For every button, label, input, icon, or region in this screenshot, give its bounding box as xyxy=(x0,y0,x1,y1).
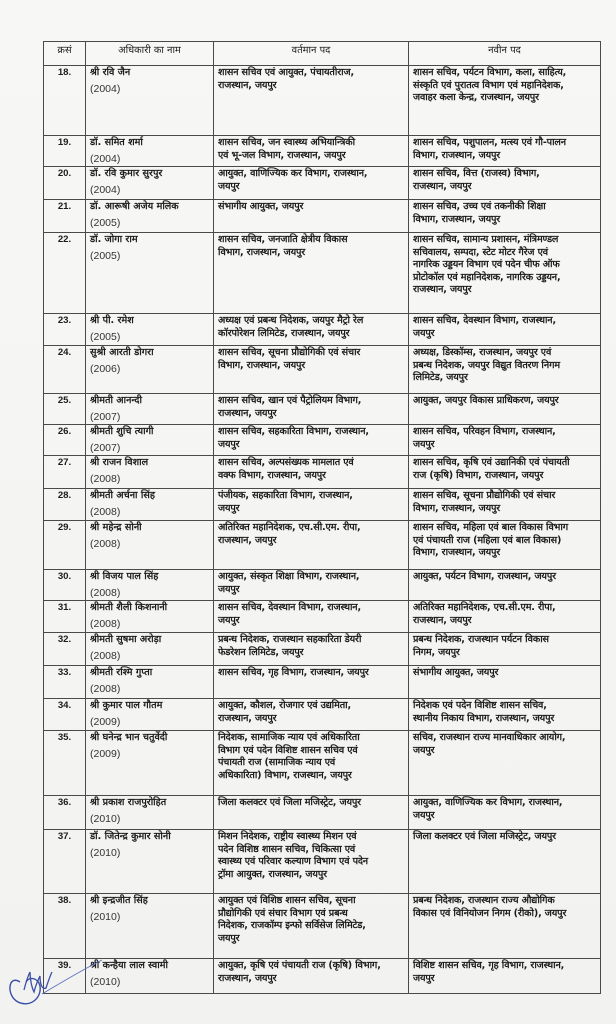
current-post-line: प्रबन्ध निदेशक, राजस्थान सहकारिता डेयरी xyxy=(218,634,362,645)
batch-year: (2009) xyxy=(90,747,121,760)
table-row xyxy=(44,456,601,489)
current-post-line: आयुक्त, कौशल, रोजगार एवं उद्यमिता, xyxy=(218,700,352,711)
current-post-line: कॉरपोरेशन लिमिटेड, राजस्थान, जयपुर xyxy=(218,327,350,339)
new-post xyxy=(409,894,601,959)
batch-year: (2007) xyxy=(90,441,121,454)
officer-name: श्रीमती शैली किशनानी xyxy=(90,602,168,613)
officer-name: डॉ. समित शर्मा xyxy=(90,137,143,148)
table-row xyxy=(44,167,601,200)
current-post-line: फेडरेशन लिमिटेड, जयपुर xyxy=(218,646,304,658)
new-post-line: शासन सचिव, परिवहन विभाग, राजस्थान, xyxy=(413,426,556,437)
current-post xyxy=(214,346,409,394)
batch-year: (2008) xyxy=(90,586,121,599)
officer-name: डॉ. जोगा राम xyxy=(90,234,138,245)
current-post xyxy=(214,959,409,994)
batch-year: (2006) xyxy=(90,362,121,375)
officer-cell xyxy=(86,167,214,200)
new-post xyxy=(409,601,601,633)
batch-year: (2010) xyxy=(90,812,121,825)
new-post-line: राजस्थान, जयपुर xyxy=(413,614,472,626)
current-post-line: जिला कलक्टर एवं जिला मजिस्ट्रेट, जयपुर xyxy=(218,797,361,808)
serial-number: 30. xyxy=(44,570,86,601)
officer-name: श्री राजन विशाल xyxy=(90,457,149,468)
current-post-line: शासन सचिव एवं आयुक्त, पंचायतीराज, xyxy=(218,67,354,78)
table-row xyxy=(44,233,601,314)
serial-number: 26. xyxy=(44,425,86,456)
new-post-line: स्थानीय निकाय विभाग, राजस्थान, जयपुर xyxy=(413,712,555,724)
batch-year: (2008) xyxy=(90,505,121,518)
new-post-line: विभाग, राजस्थान, जयपुर xyxy=(413,547,501,559)
serial-number: 34. xyxy=(44,699,86,731)
serial-number: 37. xyxy=(44,830,86,894)
serial-number: 29. xyxy=(44,521,86,570)
current-post-line: शासन सचिव, जनजाति क्षेत्रीय विकास xyxy=(218,234,348,245)
officer-name: डॉ. जितेन्द्र कुमार सोनी xyxy=(90,831,171,842)
officer-name: श्री कुमार पाल गौतम xyxy=(90,700,163,711)
current-post xyxy=(214,489,409,521)
current-post xyxy=(214,521,409,570)
officer-name: डॉ. आरूषी अजेय मलिक xyxy=(90,201,179,212)
new-post-line: निदेशक एवं पदेन विशिष्ट शासन सचिव, xyxy=(413,700,547,711)
new-post-line: प्रोटोकॉल एवं महानिदेशक, नागरिक उड्डयन, xyxy=(413,271,561,283)
new-post-line: जयपुर xyxy=(413,438,435,450)
officer-name: श्रीमती शुचि त्यागी xyxy=(90,426,154,437)
batch-year: (2010) xyxy=(90,975,121,988)
current-post-line: अधिकारिता) विभाग, राजस्थान, जयपुर xyxy=(218,769,352,781)
current-post-line: जयपुर xyxy=(218,932,240,944)
current-post-line: वक्फ विभाग, राजस्थान, जयपुर xyxy=(218,469,326,481)
table-row xyxy=(44,394,601,425)
current-post-line: प्रौद्योगिकी एवं संचार विभाग एवं प्रबन्ध xyxy=(218,907,348,919)
header-new-post: नवीन पद xyxy=(409,42,601,66)
current-post xyxy=(214,731,409,796)
officer-name: श्री महेन्द्र सोनी xyxy=(90,522,142,533)
new-post xyxy=(409,666,601,699)
current-post-line: जयपुर xyxy=(218,502,240,514)
current-post-line: आयुक्त, संस्कृत शिक्षा विभाग, राजस्थान, xyxy=(218,571,360,582)
current-post-line: विभाग एवं पदेन विशिष्ट शासन सचिव एवं xyxy=(218,744,358,756)
officer-cell xyxy=(86,666,214,699)
table-row xyxy=(44,521,601,570)
current-post xyxy=(214,601,409,633)
new-post xyxy=(409,66,601,136)
current-post-line: पदेन विशिष्ठ शासन सचिव, चिकित्सा एवं xyxy=(218,843,356,855)
officer-cell xyxy=(86,136,214,167)
batch-year: (2005) xyxy=(90,216,121,229)
new-post xyxy=(409,136,601,167)
current-post-line: मिशन निदेशक, राष्ट्रीय स्वास्थ्य मिशन एवं xyxy=(218,831,357,842)
officer-name: श्री इन्द्रजीत सिंह xyxy=(90,895,148,906)
signature-icon xyxy=(2,952,122,1012)
current-post-line: आयुक्त, वाणिज्यिक कर विभाग, राजस्थान, xyxy=(218,168,368,179)
serial-number: 27. xyxy=(44,456,86,489)
new-post-line: शासन सचिव, कृषि एवं उद्यानिकी एवं पंचायती xyxy=(413,457,570,468)
header-serial-number: क्रसं xyxy=(44,42,86,66)
new-post-line: सचिव, राजस्थान राज्य मानवाधिकार आयोग, xyxy=(413,732,566,743)
header-current-post: वर्तमान पद xyxy=(214,42,409,66)
current-post xyxy=(214,456,409,489)
current-post-line: शासन सचिव, देवस्थान विभाग, राजस्थान, xyxy=(218,602,361,613)
current-post-line: जयपुर xyxy=(218,583,240,595)
current-post-line: संभागीय आयुक्त, जयपुर xyxy=(218,201,304,212)
new-post xyxy=(409,456,601,489)
new-post xyxy=(409,959,601,994)
batch-year: (2010) xyxy=(90,910,121,923)
table-row xyxy=(44,959,601,994)
new-post xyxy=(409,200,601,233)
table-row xyxy=(44,570,601,601)
serial-number: 36. xyxy=(44,796,86,830)
new-post-line: जयपुर xyxy=(413,327,435,339)
officer-name: श्री रवि जैन xyxy=(90,67,131,78)
current-post-line: निदेशक, सामाजिक न्याय एवं अधिकारिता xyxy=(218,732,360,743)
current-post xyxy=(214,167,409,200)
current-post-line: राजस्थान, जयपुर xyxy=(218,79,277,91)
current-post xyxy=(214,233,409,314)
current-post xyxy=(214,699,409,731)
serial-number: 24. xyxy=(44,346,86,394)
officer-cell xyxy=(86,346,214,394)
batch-year: (2008) xyxy=(90,537,121,550)
new-post-line: सचिवालय, सम्पदा, स्टेट मोटर गैरेज एवं xyxy=(413,246,548,258)
current-post-line: शासन सचिव, खान एवं पैट्रोलियम विभाग, xyxy=(218,395,362,406)
new-post-line: विभाग, राजस्थान, जयपुर xyxy=(413,149,501,161)
table-body xyxy=(44,66,601,994)
officer-cell xyxy=(86,731,214,796)
current-post-line: शासन सचिव, अल्पसंख्यक मामलात एवं xyxy=(218,457,354,468)
serial-number: 23. xyxy=(44,314,86,346)
batch-year: (2005) xyxy=(90,249,121,262)
officer-cell xyxy=(86,489,214,521)
table-row xyxy=(44,894,601,959)
officer-name: श्री प्रकाश राजपुरोहित xyxy=(90,797,167,808)
new-post xyxy=(409,167,601,200)
officer-cell xyxy=(86,425,214,456)
officer-cell xyxy=(86,601,214,633)
current-post-line: अतिरिक्त महानिदेशक, एच.सी.एम. रीपा, xyxy=(218,522,361,533)
new-post-line: राजस्थान, जयपुर xyxy=(413,284,472,296)
serial-number: 31. xyxy=(44,601,86,633)
officer-cell xyxy=(86,830,214,894)
table-row xyxy=(44,830,601,894)
current-post xyxy=(214,136,409,167)
new-post-line: शासन सचिव, पर्यटन विभाग, कला, साहित्य, xyxy=(413,67,567,78)
new-post-line: जयपुर xyxy=(413,744,435,756)
batch-year: (2004) xyxy=(90,82,121,95)
new-post xyxy=(409,633,601,666)
new-post xyxy=(409,489,601,521)
table-header-row xyxy=(44,42,601,66)
serial-number: 25. xyxy=(44,394,86,425)
serial-number: 38. xyxy=(44,894,86,959)
new-post-line: निगम, जयपुर xyxy=(413,646,460,658)
officer-name: श्रीमती अर्चना सिंह xyxy=(90,490,155,501)
officer-name: श्री विजय पाल सिंह xyxy=(90,571,159,582)
new-post-line: प्रबन्ध निदेशक, जयपुर विद्युत वितरण निगम xyxy=(413,359,560,371)
officer-name: सुश्री आरती डोगरा xyxy=(90,347,154,358)
officer-cell xyxy=(86,570,214,601)
new-post-line: शासन सचिव, वित्त (राजस्व) विभाग, xyxy=(413,168,540,179)
new-post-line: संभागीय आयुक्त, जयपुर xyxy=(413,667,499,678)
current-post xyxy=(214,200,409,233)
current-post xyxy=(214,394,409,425)
officer-cell xyxy=(86,796,214,830)
new-post xyxy=(409,425,601,456)
current-post-line: पंजीयक, सहकारिता विभाग, राजस्थान, xyxy=(218,490,353,501)
batch-year: (2007) xyxy=(90,410,121,423)
current-post xyxy=(214,66,409,136)
new-post-line: जिला कलक्टर एवं जिला मजिस्ट्रेट, जयपुर xyxy=(413,831,556,842)
officer-name: श्री पी. रमेश xyxy=(90,315,134,326)
officer-cell xyxy=(86,66,214,136)
batch-year: (2009) xyxy=(90,715,121,728)
new-post-line: प्रबन्ध निदेशक, राजस्थान राज्य औद्योगिक xyxy=(413,895,555,906)
table-row xyxy=(44,699,601,731)
officer-cell xyxy=(86,394,214,425)
new-post-line: संस्कृति एवं पुरातत्व विभाग एवं महानिदेशक, xyxy=(413,79,564,91)
new-post-line: शासन सचिव, महिला एवं बाल विकास विभाग xyxy=(413,522,569,533)
new-post-line: जयपुर xyxy=(413,809,435,821)
new-post-line: शासन सचिव, सामान्य प्रशासन, मंत्रिमण्डल xyxy=(413,234,559,245)
current-post-line: अध्यक्ष एवं प्रबन्ध निदेशक, जयपुर मैट्रो रेल xyxy=(218,315,364,326)
new-post xyxy=(409,796,601,830)
officer-name: श्रीमती सुषमा अरोड़ा xyxy=(90,634,162,645)
new-post-line: जयपुर xyxy=(413,972,435,984)
current-post xyxy=(214,894,409,959)
new-post-line: शासन सचिव, सूचना प्रौद्योगिकी एवं संचार xyxy=(413,490,556,501)
batch-year: (2004) xyxy=(90,152,121,165)
officer-cell xyxy=(86,200,214,233)
officer-cell xyxy=(86,314,214,346)
batch-year: (2008) xyxy=(90,649,121,662)
serial-number: 33. xyxy=(44,666,86,699)
officer-cell xyxy=(86,894,214,959)
current-post-line: पंचायती राज (सामाजिक न्याय एवं xyxy=(218,757,336,769)
current-post-line: स्वास्थ्य एवं परिवार कल्याण विभाग एवं पदेन xyxy=(218,856,368,868)
current-post-line: शासन सचिव, सूचना प्रौद्योगिकी एवं संचार xyxy=(218,347,361,358)
table-row xyxy=(44,666,601,699)
batch-year: (2008) xyxy=(90,682,121,695)
new-post-line: प्रबन्ध निदेशक, राजस्थान पर्यटन विकास xyxy=(413,634,549,645)
officer-name: श्री कन्हैया लाल स्वामी xyxy=(90,960,168,971)
current-post xyxy=(214,570,409,601)
new-post xyxy=(409,830,601,894)
new-post-line: शासन सचिव, देवस्थान विभाग, राजस्थान, xyxy=(413,315,556,326)
table-row xyxy=(44,796,601,830)
table-row xyxy=(44,601,601,633)
current-post-line: विभाग, राजस्थान, जयपुर xyxy=(218,359,306,371)
table-row xyxy=(44,66,601,136)
new-post xyxy=(409,314,601,346)
table-row xyxy=(44,425,601,456)
current-post-line: शासन सचिव, गृह विभाग, राजस्थान, जयपुर xyxy=(218,667,369,678)
batch-year: (2005) xyxy=(90,330,121,343)
current-post xyxy=(214,314,409,346)
serial-number: 22. xyxy=(44,233,86,314)
new-post-line: अतिरिक्त महानिदेशक, एच.सी.एम. रीपा, xyxy=(413,602,556,613)
table-row xyxy=(44,314,601,346)
new-post-line: आयुक्त, जयपुर विकास प्राधिकरण, जयपुर xyxy=(413,395,559,406)
officer-name: श्रीमती आनन्दी xyxy=(90,395,142,406)
current-post xyxy=(214,666,409,699)
current-post-line: विभाग, राजस्थान, जयपुर xyxy=(218,246,306,258)
officer-cell xyxy=(86,633,214,666)
officer-name: डॉ. रवि कुमार सुरपुर xyxy=(90,168,163,179)
table-row xyxy=(44,346,601,394)
current-post xyxy=(214,425,409,456)
current-post xyxy=(214,796,409,830)
new-post xyxy=(409,394,601,425)
header-officer-name: अधिकारी का नाम xyxy=(86,42,214,66)
batch-year: (2004) xyxy=(90,183,121,196)
new-post-line: विभाग, राजस्थान, जयपुर xyxy=(413,213,501,225)
batch-year: (2008) xyxy=(90,617,121,630)
batch-year: (2010) xyxy=(90,846,121,859)
new-post-line: लिमिटेड, जयपुर xyxy=(413,372,468,384)
table-row xyxy=(44,731,601,796)
serial-number: 20. xyxy=(44,167,86,200)
table-row xyxy=(44,200,601,233)
current-post-line: शासन सचिव, सहकारिता विभाग, राजस्थान, xyxy=(218,426,369,437)
batch-year: (2008) xyxy=(90,472,121,485)
new-post-line: शासन सचिव, उच्च एवं तकनीकी शिक्षा xyxy=(413,201,546,212)
new-post-line: विकास एवं विनियोजन निगम (रीको), जयपुर xyxy=(413,907,567,919)
new-post-line: विशिष्ट शासन सचिव, गृह विभाग, राजस्थान, xyxy=(413,960,565,971)
new-post-line: नागरिक उड्डयन विभाग एवं पदेन चीफ ऑफ xyxy=(413,259,560,271)
new-post-line: एवं पंचायती राज (महिला एवं बाल विकास) xyxy=(413,534,562,546)
new-post-line: अध्यक्ष, डिस्कॉम्स, राजस्थान, जयपुर एवं xyxy=(413,347,552,358)
current-post-line: निदेशक, राजकॉम्प इन्फो सर्विसेज लिमिटेड, xyxy=(218,920,366,932)
serial-number: 39. xyxy=(44,959,86,994)
table-row xyxy=(44,489,601,521)
table-row xyxy=(44,136,601,167)
officer-name: श्रीमती रश्मि गुप्ता xyxy=(90,667,153,678)
new-post-line: शासन सचिव, पशुपालन, मत्स्य एवं गौ-पालन xyxy=(413,137,566,148)
serial-number: 28. xyxy=(44,489,86,521)
officer-cell xyxy=(86,699,214,731)
new-post-line: विभाग, राजस्थान, जयपुर xyxy=(413,502,501,514)
officer-cell xyxy=(86,456,214,489)
new-post-line: आयुक्त, वाणिज्यिक कर विभाग, राजस्थान, xyxy=(413,797,563,808)
current-post-line: जयपुर xyxy=(218,180,240,192)
current-post-line: आयुक्त, कृषि एवं पंचायती राज (कृषि) विभाग, xyxy=(218,960,381,971)
new-post xyxy=(409,521,601,570)
new-post xyxy=(409,731,601,796)
current-post-line: एवं भू-जल विभाग, राजस्थान, जयपुर xyxy=(218,149,346,161)
current-post xyxy=(214,830,409,894)
current-post-line: राजस्थान, जयपुर xyxy=(218,972,277,984)
new-post xyxy=(409,699,601,731)
new-post-line: राज (कृषि) विभाग, राजस्थान, जयपुर xyxy=(413,469,544,481)
officer-cell xyxy=(86,521,214,570)
current-post-line: जयपुर xyxy=(218,614,240,626)
current-post-line: शासन सचिव, जन स्वास्थ्य अभियान्त्रिकी xyxy=(218,137,355,148)
current-post-line: आयुक्त एवं विशिष्ठ शासन सचिव, सूचना xyxy=(218,895,356,906)
serial-number: 18. xyxy=(44,66,86,136)
table-row xyxy=(44,633,601,666)
current-post-line: राजस्थान, जयपुर xyxy=(218,534,277,546)
current-post-line: राजस्थान, जयपुर xyxy=(218,712,277,724)
officer-name: श्री घनेन्द्र भान चतुर्वेदी xyxy=(90,732,168,743)
new-post xyxy=(409,570,601,601)
new-post-line: राजस्थान, जयपुर xyxy=(413,180,472,192)
current-post-line: ट्रॉमा आयुक्त, राजस्थान, जयपुर xyxy=(218,868,327,880)
new-post xyxy=(409,233,601,314)
transfer-orders-table xyxy=(43,41,601,994)
new-post xyxy=(409,346,601,394)
serial-number: 35. xyxy=(44,731,86,796)
serial-number: 19. xyxy=(44,136,86,167)
current-post-line: राजस्थान, जयपुर xyxy=(218,407,277,419)
serial-number: 32. xyxy=(44,633,86,666)
new-post-line: आयुक्त, पर्यटन विभाग, राजस्थान, जयपुर xyxy=(413,571,556,582)
officer-cell xyxy=(86,233,214,314)
new-post-line: जवाहर कला केन्द्र, राजस्थान, जयपुर xyxy=(413,92,539,104)
serial-number: 21. xyxy=(44,200,86,233)
current-post xyxy=(214,633,409,666)
current-post-line: जयपुर xyxy=(218,438,240,450)
